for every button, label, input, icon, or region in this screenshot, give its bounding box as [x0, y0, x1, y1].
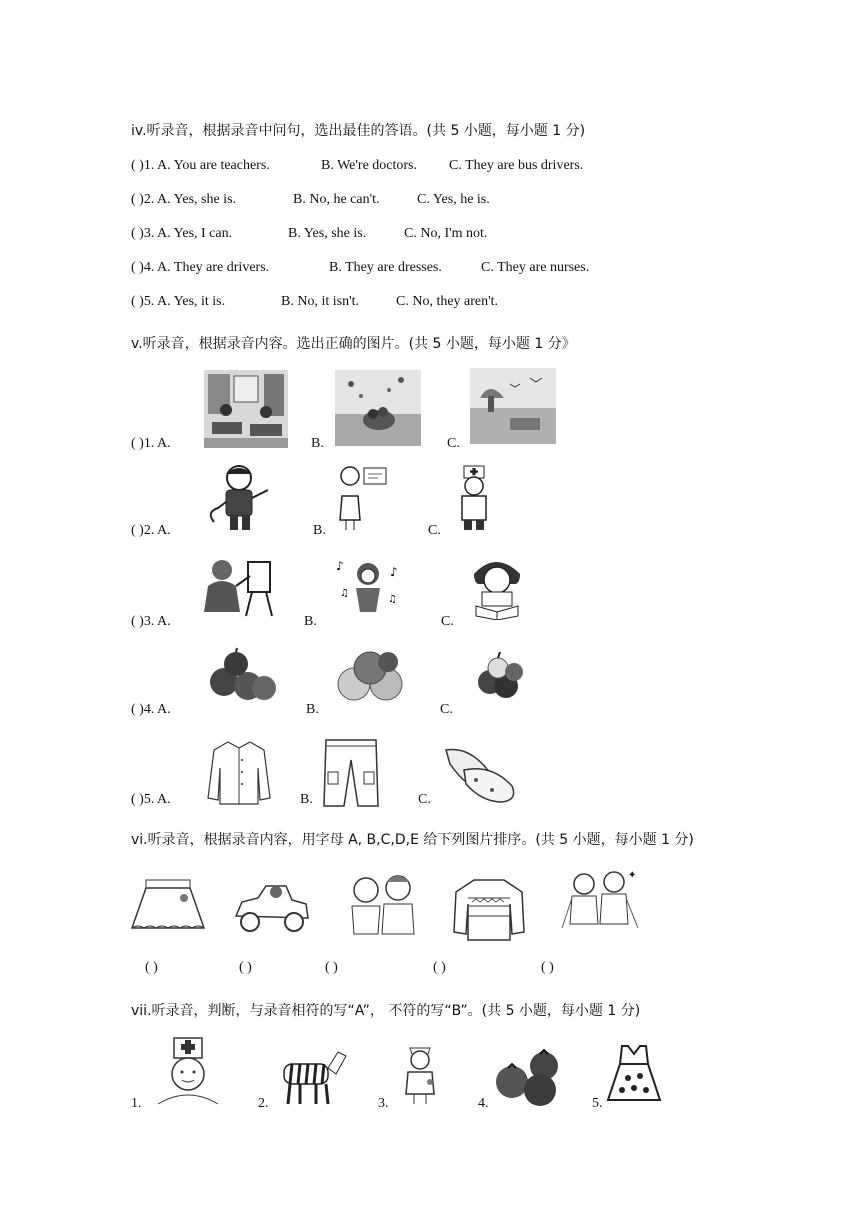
question-option-c: C. They are bus drivers.	[449, 158, 584, 173]
countryside-birds-picture	[470, 368, 556, 444]
section-iv-heading: iv.听录音，根据录音中问句，选出最佳的答语。(共 5 小题，每小题 1 分)	[131, 123, 586, 139]
question-v-4-option-c: C.	[440, 702, 453, 717]
question-option-a: ( )2. A. Yes, she is.	[131, 192, 237, 207]
question-option-a: ( )5. A. Yes, it is.	[131, 294, 226, 309]
question-v-1-option-b: B.	[311, 436, 324, 451]
shirt-picture	[204, 738, 274, 806]
question-option-c: C. They are nurses.	[481, 260, 590, 275]
autumn-fruit-basket-picture	[335, 370, 421, 446]
judge-number-2: 2.	[258, 1096, 269, 1111]
question-v-2-option-b: B.	[313, 523, 326, 538]
oranges-picture	[332, 648, 410, 704]
tomatoes-picture	[494, 1048, 566, 1108]
girl-painting-picture	[200, 556, 276, 618]
question-iv-5	[131, 294, 499, 310]
svg-text:♪: ♪	[336, 559, 344, 573]
toy-car-picture	[232, 876, 312, 938]
section-vi-heading: vi.听录音，根据录音内容，用字母 A, B,C,D,E 给下列图片排序。(共 5 小题，每小题 1 分)	[131, 832, 694, 848]
section-vii-heading: vii.听录音，判断，与录音相符的写“A”， 不符的写“B”。(共 5 小题，每小题 1 分)	[131, 1003, 641, 1019]
classroom-picture	[204, 370, 288, 448]
question-option-b: B. No, it isn't.	[281, 294, 359, 309]
judge-number-1: 1.	[131, 1096, 142, 1111]
question-option-b: B. No, he can't.	[293, 192, 380, 207]
judge-number-5: 5.	[592, 1096, 603, 1111]
question-v-1-option-c: C.	[447, 436, 460, 451]
boy-reading-picture	[466, 554, 528, 620]
question-v-4-number: ( )4. A.	[131, 702, 171, 717]
question-v-5-option-b: B.	[300, 792, 313, 807]
question-v-5-option-c: C.	[418, 792, 431, 807]
question-v-2-option-c: C.	[428, 523, 441, 538]
judge-number-3: 3.	[378, 1096, 389, 1111]
question-v-5-number: ( )5. A.	[131, 792, 171, 807]
judge-number-4: 4.	[478, 1096, 489, 1111]
superheroes-picture	[558, 868, 642, 940]
skirt-picture	[130, 876, 206, 934]
zebra-picture	[276, 1046, 348, 1106]
question-v-3-number: ( )3. A.	[131, 614, 171, 629]
sweater-picture	[452, 876, 526, 942]
section-v-heading: v.听录音，根据录音内容。选出正确的图片。(共 5 小题，每小题 1 分》	[131, 336, 576, 352]
svg-text:♫: ♫	[340, 588, 349, 599]
grapes-picture	[470, 652, 528, 704]
apples-picture	[204, 646, 278, 704]
doctor-face-picture	[148, 1036, 228, 1106]
question-v-3-option-c: C.	[441, 614, 454, 629]
nurse-picture	[396, 1042, 444, 1106]
grandparents-picture	[342, 872, 422, 942]
order-blank-2[interactable]: ( )	[239, 960, 252, 975]
girl-singing-picture	[330, 556, 406, 618]
question-iv-4	[131, 260, 590, 276]
question-option-b: B. We're doctors.	[321, 158, 418, 173]
svg-text:♪: ♪	[390, 565, 398, 579]
question-option-a: ( )3. A. Yes, I can.	[131, 226, 233, 241]
question-option-b: B. They are dresses.	[329, 260, 442, 275]
pants-picture	[322, 736, 380, 808]
shoes-picture	[442, 740, 518, 806]
question-iv-1	[131, 158, 584, 174]
doctor-picture	[454, 464, 494, 532]
question-v-1-number: ( )1. A.	[131, 436, 171, 451]
question-v-3-option-b: B.	[304, 614, 317, 629]
question-option-a: ( )4. A. They are drivers.	[131, 260, 270, 275]
question-iv-2	[131, 192, 490, 208]
order-blank-3[interactable]: ( )	[325, 960, 338, 975]
dress-picture	[606, 1042, 662, 1104]
order-blank-1[interactable]: ( )	[145, 960, 158, 975]
svg-text:✦: ✦	[628, 870, 637, 881]
question-option-a: ( )1. A. You are teachers.	[131, 158, 270, 173]
question-option-b: B. Yes, she is.	[288, 226, 367, 241]
question-option-c: C. Yes, he is.	[417, 192, 490, 207]
question-option-c: C. No, I'm not.	[404, 226, 488, 241]
svg-text:♫: ♫	[388, 594, 397, 605]
question-v-4-option-b: B.	[306, 702, 319, 717]
order-blank-4[interactable]: ( )	[433, 960, 446, 975]
question-option-c: C. No, they aren't.	[396, 294, 499, 309]
question-v-2-number: ( )2. A.	[131, 523, 171, 538]
teacher-picture	[332, 462, 388, 532]
question-iv-3	[131, 226, 488, 242]
order-blank-5[interactable]: ( )	[541, 960, 554, 975]
firefighter-picture	[204, 462, 274, 534]
